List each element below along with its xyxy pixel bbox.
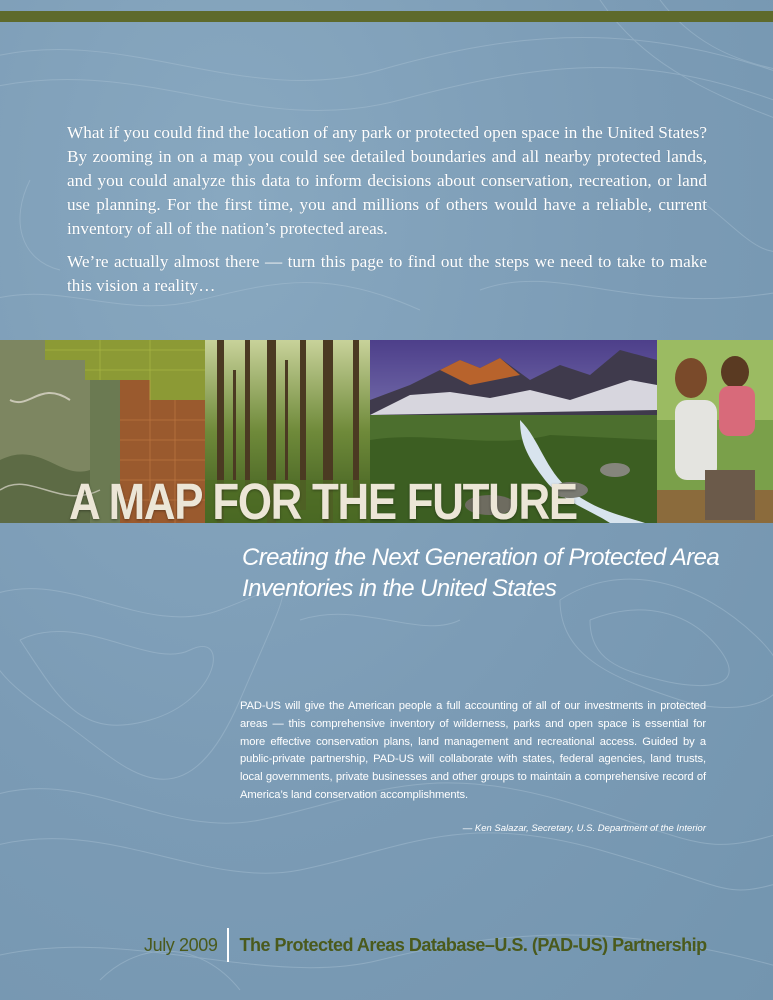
footer-divider <box>227 928 229 962</box>
intro-paragraph: We’re actually almost there — turn this page to find out the steps we need to take to make this vision a reality… <box>67 252 707 295</box>
page-title: A MAP FOR THE FUTURE <box>69 473 577 530</box>
subtitle: Creating the Next Generation of Protected Area Inventories in the United States <box>242 544 720 602</box>
quote-attribution: — Ken Salazar, Secretary, U.S. Department of the Interior <box>462 823 706 834</box>
publication-date: July 2009 <box>144 934 218 955</box>
organization-name: The Protected Areas Database–U.S. (PAD-US) Partnership <box>239 934 707 955</box>
intro-text <box>67 121 707 307</box>
top-accent-bar <box>0 11 773 22</box>
intro-paragraph: What if you could find the location of any park or protected open space in the United States? By zooming in on a map you could see detailed boundaries and all nearby protected lands, and you could analyze this data to inform decisions about conservation, recreation, or land use planning. For the first time, you and millions of others would have a reliable, current inventory of all of the nation’s protected areas. <box>67 123 707 238</box>
photo-family-hiking <box>657 340 773 523</box>
footer <box>144 928 707 962</box>
quote-text: PAD-US will give the American people a full accounting of all of our investments in protected areas — this comprehensive inventory of wilderness, parks and open space is essential for more effective conservation plans, land management and recreational access. Guided by a public-private partnership, PAD-US will collaborate with states, federal agencies, land trusts, local governments, private businesses and other groups to maintain a comprehensive record of America’s land conservation accomplishments. <box>240 700 706 801</box>
